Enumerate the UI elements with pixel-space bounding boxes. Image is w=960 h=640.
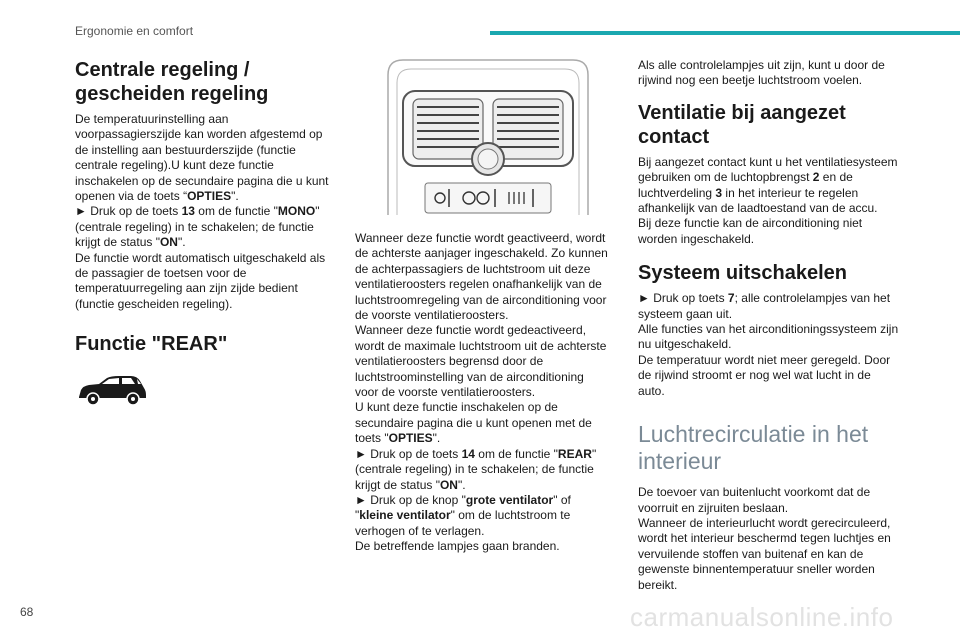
para: Bij deze functie kan de airconditioning niet worden ingeschakeld. [638,216,863,246]
para: U kunt deze functie inschakelen op de secundaire pagina die u kunt openen met de toets "OPTIES". [355,400,592,446]
heading-recirculation: Luchtrecirculatie in het interieur [638,421,869,475]
para: De toevoer van buitenlucht voorkomt dat de voorruit en zijruiten beslaan. [638,485,871,515]
para: ► Druk op de toets 14 om de functie "REAR" (centrale regeling) in te schakelen; de functie krijgt de status "ON". [355,446,597,492]
para: De betreffende lampjes gaan branden. [355,539,560,554]
page-number: 68 [20,605,34,619]
heading-ventilation: Ventilatie bij aangezet contact [638,101,846,148]
heading-system-off: Systeem uitschakelen [638,262,847,285]
para: Wanneer de interieurlucht wordt gerecirculeerd, wordt het interieur beschermd tegen luchtjes en vervuilende stoffen van buitenaf en kan de gewenste binnentemperatuur sneller worden bereikt. [638,515,891,592]
heading-central-regulation: Centrale regeling / gescheiden regeling [75,59,269,105]
suv-car-icon [75,375,147,407]
para: De temperatuurinstelling aan voorpassagierszijde kan worden afgestemd op de instelling aan bestuurderszijde (functie centrale regeling).U kunt deze functie inschakelen op de secundaire pagina die u kunt openen via de toets “OPTIES". [75,112,329,204]
column-2 [355,231,610,555]
watermark: carmanualsonline.info [630,602,894,632]
header-accent-bar [490,31,960,35]
para: Wanneer deze functie wordt gedeactiveerd, wordt de maximale luchtstroom uit de achterste ventilatieroosters begrensd door de luchtstroominstelling van de airconditioning voor de voorste ventilatieroosters. [355,323,607,400]
running-header: Ergonomie en comfort [75,24,194,38]
para: De temperatuur wordt niet meer geregeld. Door de rijwind stroomt er nog wel wat lucht in de auto. [638,352,891,398]
column-3 [638,58,900,593]
column-1 [75,58,330,362]
para: Als alle controlelampjes uit zijn, kunt u door de rijwind nog een beetje luchtstroom voelen. [638,58,885,88]
para: ► Druk op de knop "grote ventilator" of "kleine ventilator" om de luchtstroom te verhogen of te verlagen. [355,492,571,538]
para: Bij aangezet contact kunt u het ventilatiesysteem gebruiken om de luchtopbrengst 2 en de luchtverdeling 3 in het interieur te regelen afhankelijk van de laadtoestand van de accu. [638,154,898,216]
para: De functie wordt automatisch uitgeschakeld als de passagier de toetsen voor de temperatuurregeling aan zijn zijde bedient (functie gescheiden regeling). [75,250,326,311]
rear-vent-panel-illustration [383,55,593,225]
para: Wanneer deze functie wordt geactiveerd, wordt de achterste aanjager ingeschakeld. Zo kunnen de achterpassagiers de luchtstroom uit deze ventilatieroosters regelen onafhankelijk van de luchtstroomregeling van de airconditioning voor de voorste ventilatieroosters. [355,231,608,323]
heading-rear-function: Functie "REAR" [75,333,228,356]
para: Alle functies van het airconditioningssysteem zijn nu uitgeschakeld. [638,322,899,352]
para: ► Druk op toets 7; alle controlelampjes van het systeem gaan uit. [638,291,891,321]
para: ► Druk op de toets 13 om de functie "MONO" (centrale regeling) in te schakelen; de functie krijgt de status "ON". [75,204,320,250]
